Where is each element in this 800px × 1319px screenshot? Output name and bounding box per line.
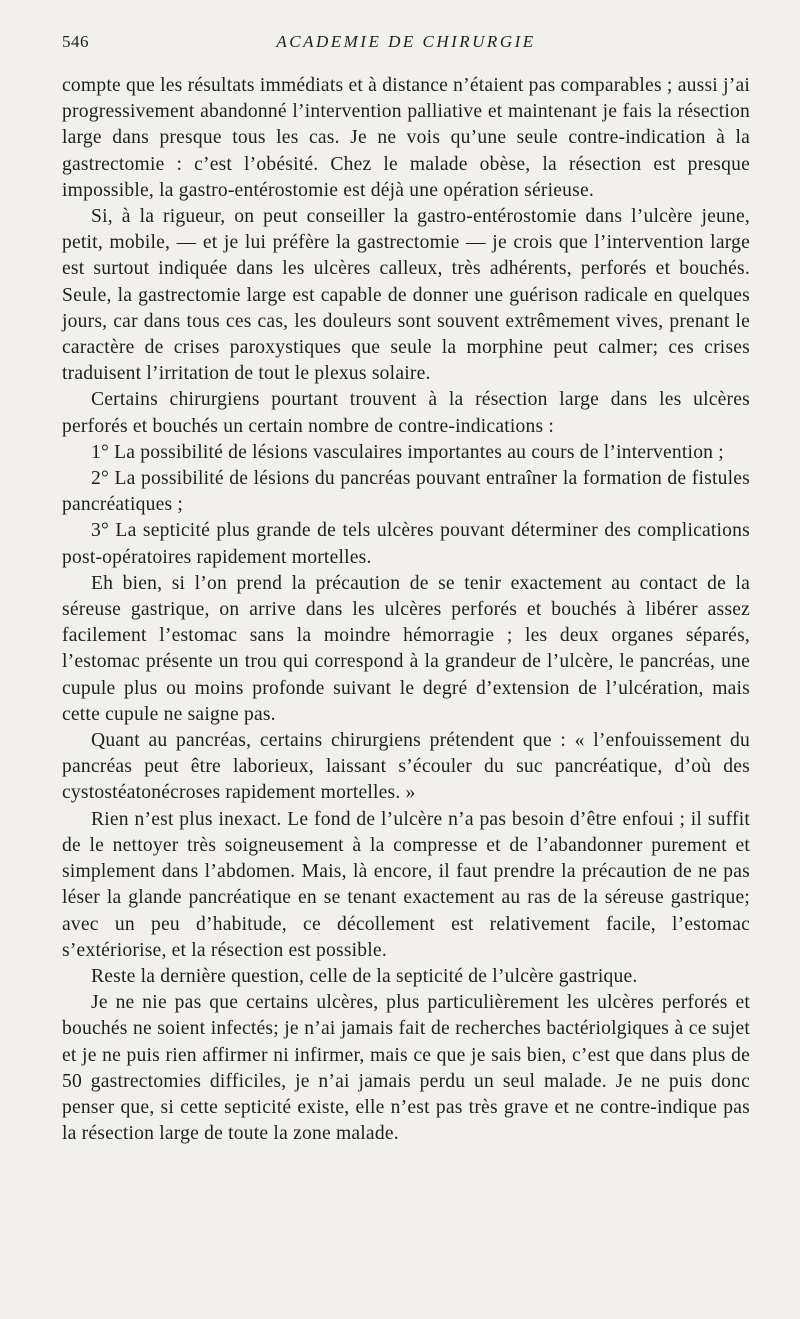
- paragraph: Rien n’est plus inexact. Le fond de l’ulcère n’a pas besoin d’être enfoui ; il suffit de le nettoyer très soigneusement à la compresse et de l’abandonner purement et simplement dans l’abdomen. Mais, là encore, il faut prendre la précaution de ne pas léser la glande pancréatique en se tenant exactement au ras de la séreuse gastrique; avec un peu d’habitude, ce décollement est relativement facile, l’estomac s’extériorise, et la résection est possible.: [62, 808, 750, 961]
- paragraph: Si, à la rigueur, on peut conseiller la gastro-entérostomie dans l’ulcère jeune, petit, mobile, — et je lui préfère la gastrectomie — je crois que l’intervention large est surtout indiquée dans les ulcères calleux, très adhérents, perforés et bouchés. Seule, la gastrectomie large est capable de donner une guérison radicale en quelques jours, car dans tous ces cas, les douleurs sont souvent extrêmement vives, prenant le caractère de crises paroxystiques que seule la morphine peut calmer; ces crises traduisent l’irritation de tout le plexus solaire.: [62, 206, 750, 385]
- body-text: [62, 73, 750, 1147]
- paragraph: Reste la dernière question, celle de la septicité de l’ulcère gastrique.: [91, 965, 638, 987]
- page-number: 546: [62, 32, 89, 51]
- paragraph: Eh bien, si l’on prend la précaution de se tenir exactement au contact de la séreuse gastrique, on arrive dans les ulcères perforés et bouchés à libérer assez facilement l’estomac sans la moindre hémorragie ; les deux organes séparés, l’estomac présente un trou qui correspond à la grandeur de l’ulcère, le pancréas, une cupule plus ou moins profonde suivant le degré d’extension de l’ulcération, mais cette cupule ne saigne pas.: [62, 572, 750, 725]
- running-head: ACADEMIE DE CHIRURGIE: [276, 32, 536, 51]
- page-header: [62, 32, 750, 56]
- list-item-1: 1° La possibilité de lésions vasculaires importantes au cours de l’intervention ;: [91, 441, 724, 463]
- list-item-2: 2° La possibilité de lésions du pancréas pouvant entraîner la formation de fistules pancréatiques ;: [62, 468, 750, 516]
- paragraph: Quant au pancréas, certains chirurgiens prétendent que : « l’enfouissement du pancréas peut être laborieux, laissant s’écouler du suc pancréatique, d’où des cystostéatonécroses rapidement mortelles. »: [62, 730, 750, 804]
- paragraph: Certains chirurgiens pourtant trouvent à la résection large dans les ulcères perforés et bouchés un certain nombre de contre-indications :: [62, 389, 750, 437]
- paragraph: Je ne nie pas que certains ulcères, plus particulièrement les ulcères perforés et bouchés ne soient infectés; je n’ai jamais fait de recherches bactériolgiques à ce sujet et je ne puis rien affirmer ni infirmer, mais ce que je sais bien, c’est que dans plus de 50 gastrectomies difficiles, je n’ai jamais perdu un seul malade. Je ne puis donc penser que, si cette septicité existe, elle n’est pas très grave et ne contre-indique pas la résection large de toute la zone malade.: [62, 992, 750, 1145]
- list-item-3: 3° La septicité plus grande de tels ulcères pouvant déterminer des complications post-opératoires rapidement mortelles.: [62, 520, 750, 568]
- paragraph-continuation: compte que les résultats immédiats et à distance n’étaient pas comparables ; aussi j’ai progressivement abandonné l’intervention palliative et maintenant je fais la résection large dans presque tous les cas. Je ne vois qu’une seule contre-indication à la gastrectomie : c’est l’obésité. Chez le malade obèse, la résection est presque impossible, la gastro-entérostomie est déjà une opération sérieuse.: [62, 75, 750, 201]
